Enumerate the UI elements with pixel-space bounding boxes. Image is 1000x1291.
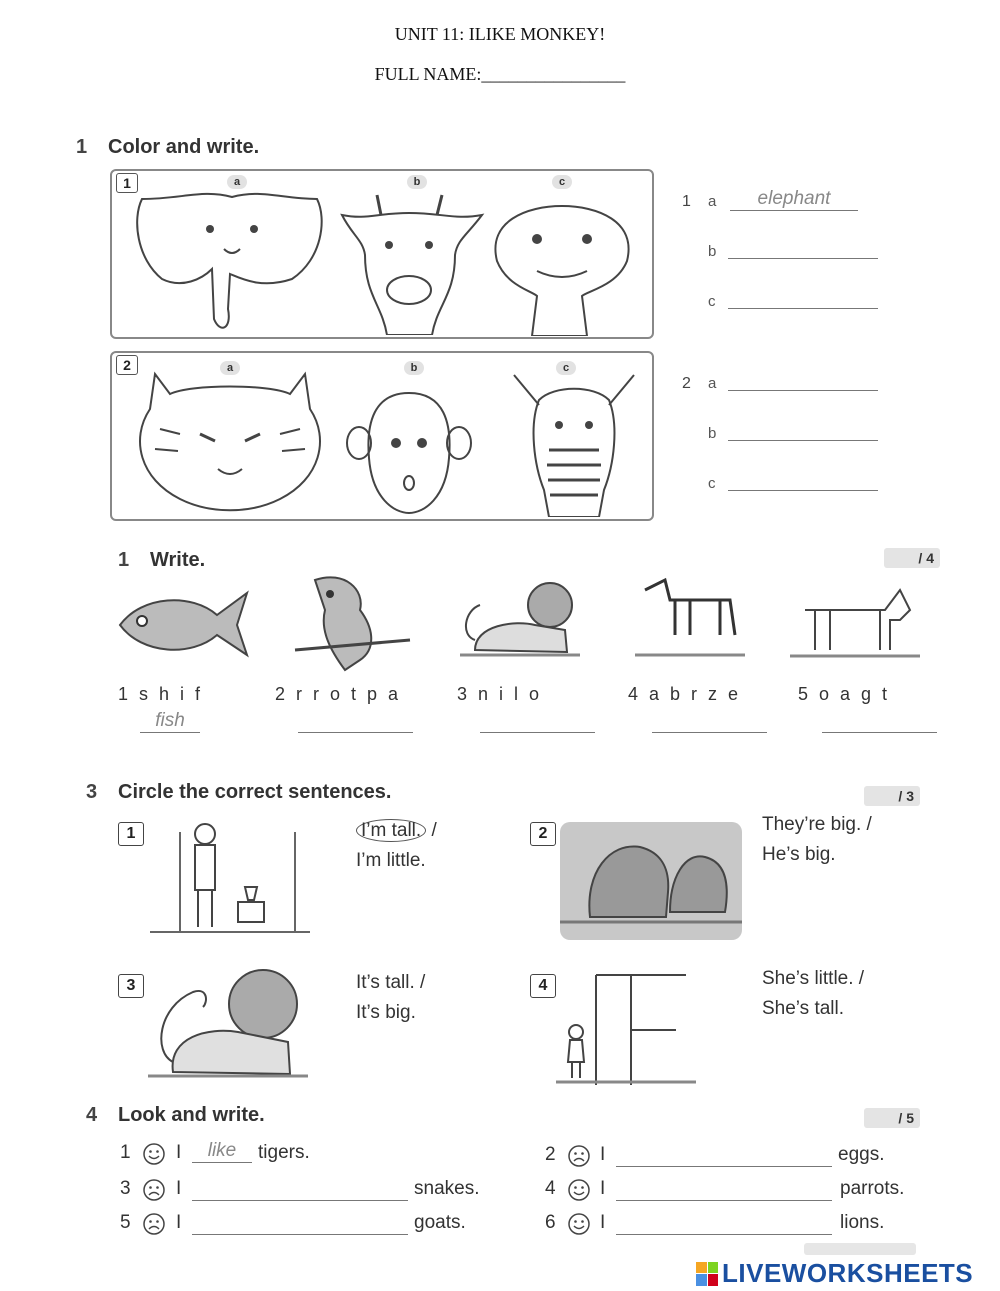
s4-item2-answer[interactable]	[616, 1142, 832, 1167]
s4-item4-number: 4	[545, 1178, 556, 1199]
panel-tag: 2	[116, 355, 138, 375]
item3-option1[interactable]: It’s tall. /	[356, 972, 426, 993]
lion-picture	[455, 580, 585, 660]
full-name-label: FULL NAME:________________	[374, 64, 626, 84]
section1-number: 1	[76, 136, 88, 158]
happy-face-icon	[567, 1212, 591, 1236]
logo-icon	[696, 1262, 718, 1286]
section2-number: 1	[118, 549, 130, 571]
elephants-picture	[560, 822, 742, 940]
label-a: a	[220, 361, 240, 375]
s4-item2-object: eggs.	[838, 1144, 885, 1165]
answer-4[interactable]	[652, 710, 767, 733]
row1-b-letter: b	[708, 243, 717, 260]
snake-illustration	[487, 201, 637, 336]
item1-option1[interactable]: I’m tall.	[356, 819, 426, 842]
s4-item1-answer[interactable]: like	[192, 1140, 252, 1163]
clue-5: 5 o a g t	[798, 684, 891, 704]
tiger-illustration	[130, 369, 330, 517]
s4-item4-subject: I	[600, 1178, 606, 1199]
s4-item4-answer[interactable]	[616, 1176, 832, 1201]
s4-item5-subject: I	[176, 1212, 182, 1233]
item4-option2[interactable]: She’s tall.	[762, 998, 845, 1019]
label-b: b	[404, 361, 424, 375]
goat-picture	[790, 580, 920, 660]
row1-c-letter: c	[708, 293, 716, 310]
item2-option1[interactable]: They’re big. /	[762, 814, 872, 835]
sad-face-icon	[142, 1178, 166, 1202]
s4-item2-subject: I	[600, 1144, 606, 1165]
s4-item1-object: tigers.	[258, 1142, 310, 1163]
clue-4: 4 a b r z e	[628, 684, 742, 704]
brand-text: LIVEWORKSHEETS	[722, 1258, 974, 1288]
s4-item6-answer[interactable]	[616, 1210, 832, 1235]
item4-number: 4	[530, 974, 556, 998]
section3-number: 3	[86, 781, 98, 803]
s4-item4-object: parrots.	[840, 1178, 905, 1199]
answer-3[interactable]	[480, 710, 595, 733]
clue-1: 1 s h i f	[118, 684, 204, 704]
s4-item1-subject: I	[176, 1142, 182, 1163]
row1-c-answer[interactable]	[728, 288, 878, 309]
page-title: UNIT 11: ILIKE MONKEY!	[394, 24, 606, 44]
item3-option2[interactable]: It’s big.	[356, 1002, 416, 1023]
row2-c-letter: c	[708, 475, 716, 492]
section1-title: Color and write.	[108, 136, 260, 158]
section3-title: Circle the correct sentences.	[118, 781, 392, 803]
row2-b-letter: b	[708, 425, 717, 442]
giraffe-illustration	[337, 185, 487, 335]
row2-a-answer[interactable]	[728, 370, 878, 391]
item4-option1[interactable]: She’s little. /	[762, 968, 865, 989]
zebra-illustration	[504, 365, 644, 517]
s4-item5-number: 5	[120, 1212, 131, 1233]
elephant-illustration	[132, 179, 332, 329]
s4-item6-object: lions.	[840, 1212, 885, 1233]
section2-score: / 4	[884, 548, 940, 568]
row2-c-answer[interactable]	[728, 470, 878, 491]
parrot-picture	[285, 570, 415, 680]
clue-2: 2 r r o t p a	[275, 684, 402, 704]
animal-panel-1	[110, 169, 654, 339]
row1-a-answer[interactable]: elephant	[730, 188, 858, 211]
girl-door-picture	[556, 970, 696, 1088]
s4-item2-number: 2	[545, 1144, 556, 1165]
section3-score: / 3	[864, 786, 920, 806]
row1-a-letter: a	[708, 193, 717, 210]
happy-face-icon	[567, 1178, 591, 1202]
s4-item3-subject: I	[176, 1178, 182, 1199]
lion-sitting-picture	[148, 962, 308, 1082]
s4-item5-object: goats.	[414, 1212, 466, 1233]
fish-picture	[112, 585, 252, 660]
footer-score-bar	[804, 1243, 916, 1255]
label-c: c	[552, 175, 572, 189]
row2-number: 2	[682, 375, 691, 392]
panel-tag: 1	[116, 173, 138, 193]
section2-title: Write.	[150, 549, 206, 571]
section4-number: 4	[86, 1104, 98, 1126]
row2-b-answer[interactable]	[728, 420, 878, 441]
clue-3: 3 n i l o	[457, 684, 543, 704]
section4-score: / 5	[864, 1108, 920, 1128]
boy-picture	[150, 812, 310, 937]
item2-number: 2	[530, 822, 556, 846]
label-c: c	[556, 361, 576, 375]
item1-sentences: I’m tall. / I’m little.	[356, 820, 437, 871]
row2-a-letter: a	[708, 375, 717, 392]
item2-option2[interactable]: He’s big.	[762, 844, 836, 865]
zebra-picture	[635, 575, 755, 660]
answer-2[interactable]	[298, 710, 413, 733]
animal-panel-2	[110, 351, 654, 521]
sad-face-icon	[142, 1212, 166, 1236]
row1-number: 1	[682, 193, 691, 210]
item1-number: 1	[118, 822, 144, 846]
label-a: a	[227, 175, 247, 189]
item3-sentences	[356, 968, 425, 1028]
s4-item3-number: 3	[120, 1178, 131, 1199]
s4-item3-object: snakes.	[414, 1178, 480, 1199]
item2-sentences	[762, 810, 872, 870]
s4-item1-number: 1	[120, 1142, 131, 1163]
s4-item6-number: 6	[545, 1212, 556, 1233]
liveworksheets-logo	[696, 1258, 973, 1289]
s4-item6-subject: I	[600, 1212, 606, 1233]
monkey-illustration	[344, 383, 474, 517]
happy-face-icon	[142, 1142, 166, 1166]
item3-number: 3	[118, 974, 144, 998]
answer-5[interactable]	[822, 710, 937, 733]
s4-item3-answer[interactable]	[192, 1176, 408, 1201]
section4-title: Look and write.	[118, 1104, 265, 1126]
item4-sentences	[762, 964, 864, 1024]
row1-b-answer[interactable]	[728, 238, 878, 259]
label-b: b	[407, 175, 427, 189]
s4-item5-answer[interactable]	[192, 1210, 408, 1235]
answer-1[interactable]: fish	[140, 710, 200, 733]
item1-option2[interactable]: I’m little.	[356, 850, 426, 871]
sad-face-icon	[567, 1144, 591, 1168]
